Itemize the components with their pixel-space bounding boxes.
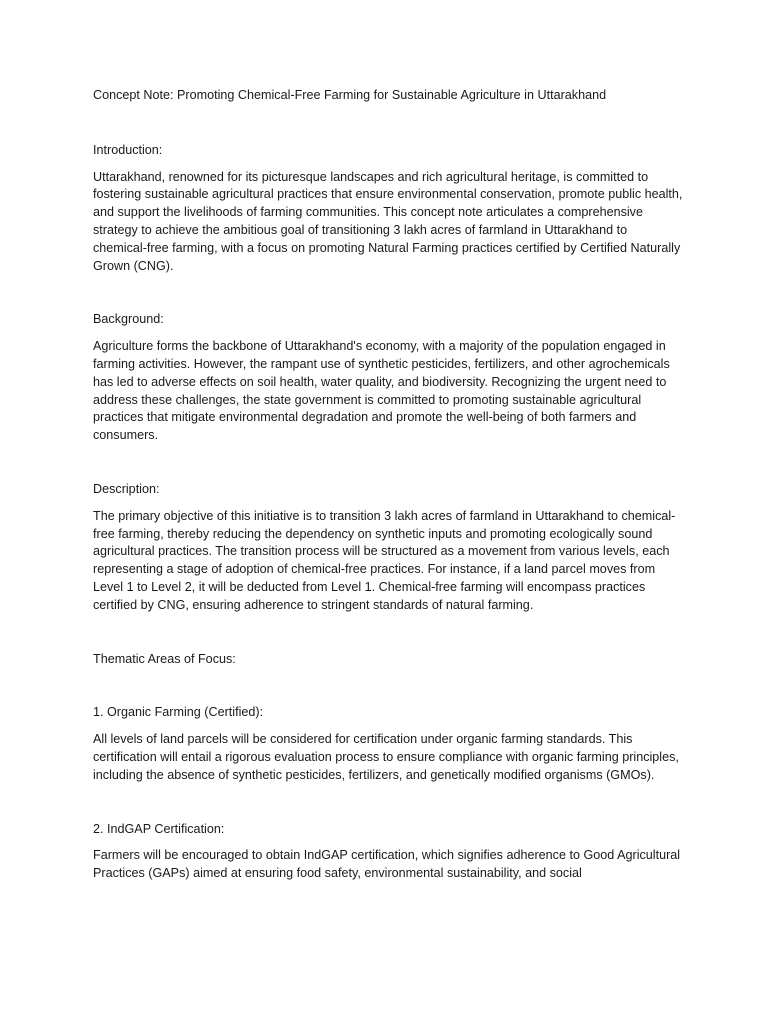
indgap-paragraph: Farmers will be encouraged to obtain IndGAP certification, which signifies adherence to Good Agricultural Practices (GAPs) aimed at ensuring food safety, environmental sustainability, and social — [93, 848, 681, 881]
background-heading: Background: — [93, 312, 164, 327]
organic-farming-heading: 1. Organic Farming (Certified): — [93, 705, 264, 720]
document-page — [93, 87, 683, 919]
thematic-areas-heading: Thematic Areas of Focus: — [93, 651, 236, 666]
indgap-heading: 2. IndGAP Certification: — [93, 821, 225, 836]
description-paragraph: The primary objective of this initiative is to transition 3 lakh acres of farmland in Uttarakhand to chemical-free farming, thereby reducing the dependency on synthetic inputs and promoting ecologically sound agricultural practices. The transition process will be structured as a movement from various levels, each representing a stage of adoption of chemical-free practices. For instance, if a land parcel moves from Level 1 to Level 2, it will be deducted from Level 1. Chemical-free farming will encompass practices certified by CNG, ensuring adherence to stringent standards of natural farming. — [93, 508, 676, 612]
description-heading: Description: — [93, 481, 160, 496]
document-title: Concept Note: Promoting Chemical-Free Farming for Sustainable Agriculture in Uttarakhand — [93, 88, 607, 102]
organic-farming-paragraph: All levels of land parcels will be considered for certification under organic farming standards. This certification will entail a rigorous evaluation process to ensure compliance with organic farming principles, including the absence of synthetic pesticides, fertilizers, and genetically modified organisms (GMOs). — [93, 732, 679, 782]
background-paragraph: Agriculture forms the backbone of Uttarakhand's economy, with a majority of the population engaged in farming activities. However, the rampant use of synthetic pesticides, fertilizers, and other agrochemicals has led to adverse effects on soil health, water quality, and biodiversity. Recognizing the urgent need to address these challenges, the state government is committed to promoting sustainable agricultural practices that mitigate environmental degradation and promote the well-being of both farmers and consumers. — [93, 339, 670, 443]
introduction-heading: Introduction: — [93, 142, 163, 157]
introduction-paragraph: Uttarakhand, renowned for its picturesque landscapes and rich agricultural heritage, is committed to fostering sustainable agricultural practices that ensure environmental conservation, promote public health, and support the livelihoods of farming communities. This concept note articulates a comprehensive strategy to achieve the ambitious goal of transitioning 3 lakh acres of farmland in Uttarakhand to chemical-free farming, with a focus on promoting Natural Farming practices certified by Certified Naturally Grown (CNG). — [93, 169, 683, 273]
